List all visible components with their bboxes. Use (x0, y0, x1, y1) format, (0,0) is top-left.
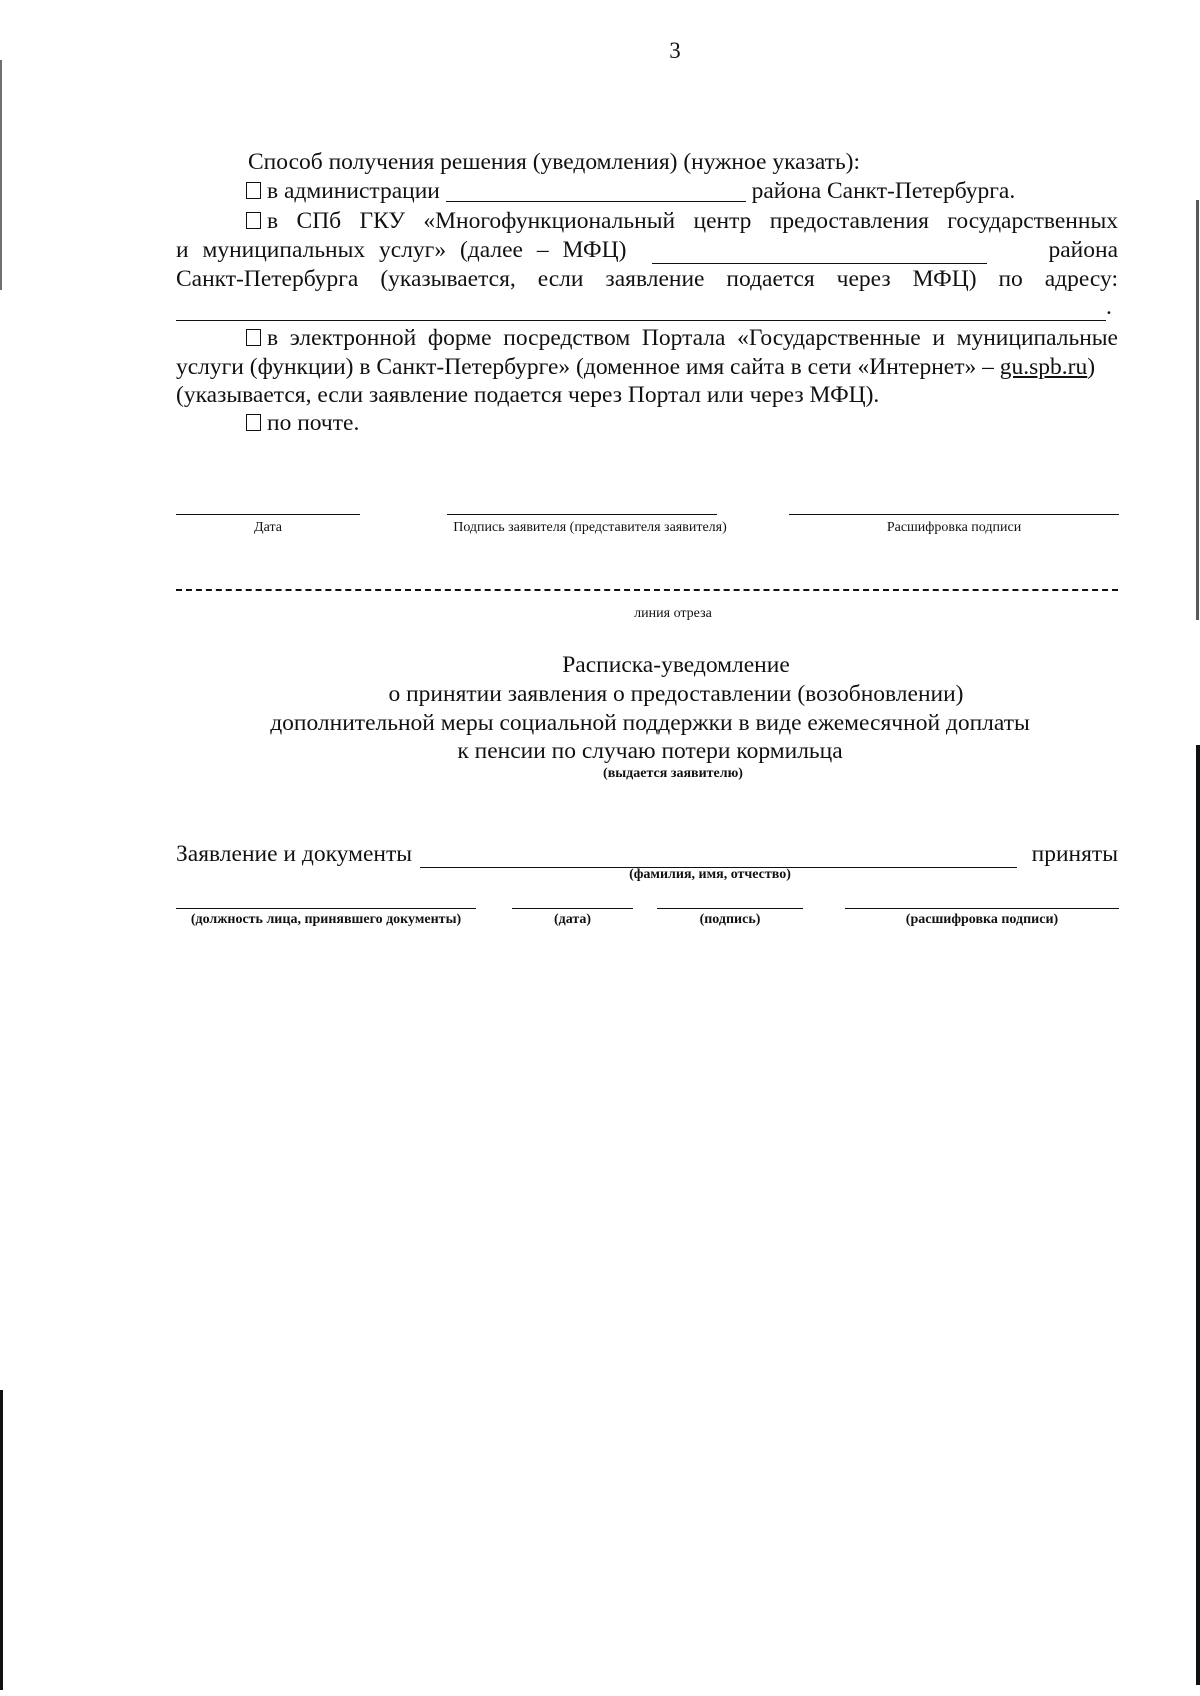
receipt-decode-line (845, 908, 1119, 909)
receipt-sign-caption: (подпись) (699, 912, 761, 927)
page-number: 3 (669, 38, 681, 63)
cut-line (176, 589, 1118, 591)
option-mfc-label: в СПб ГКУ «Многофункциональный центр предоставления государственных (267, 208, 1118, 234)
receipt-line1: о принятии заявления о предоставлении (возобновлении) (388, 681, 964, 707)
portal-link[interactable]: gu.spb.ru (999, 354, 1088, 380)
option-mfc-line2-left: и муниципальных услуг» (далее – МФЦ) (176, 237, 627, 263)
receipt-note: (выдается заявителю) (603, 766, 743, 781)
position-line (176, 908, 476, 909)
address-end: . (1106, 294, 1112, 320)
option-mfc-line1 (176, 207, 1118, 235)
option-mfc-line3: Санкт-Петербурга (указывается, если заявление подается через МФЦ) по адресу: (176, 266, 1118, 292)
accepted-suffix: приняты (1031, 841, 1118, 867)
receipt-line3: к пенсии по случаю потери кормильца (457, 738, 843, 764)
district-blank (446, 179, 746, 202)
position-caption: (должность лица, принявшего документы) (190, 912, 462, 927)
option-portal-line3: (указывается, если заявление подается через Портал или через МФЦ). (176, 382, 880, 408)
option-mfc-line2-right: района (1048, 237, 1118, 263)
decode-line (789, 514, 1119, 515)
option-mfc-line2 (176, 236, 1118, 264)
address-line (176, 293, 1118, 321)
checkbox-portal[interactable] (246, 329, 261, 346)
decode-caption: Расшифровка подписи (886, 520, 1022, 535)
address-blank (176, 298, 1106, 321)
receipt-sign-line (657, 908, 803, 909)
option-mail-label: по почте. (267, 410, 360, 436)
receipt-date-line (512, 908, 633, 909)
date-line (176, 514, 360, 515)
receipt-decode-caption: (расшифровка подписи) (905, 912, 1059, 927)
scan-edge-left-bottom (0, 1390, 3, 1690)
accepted-line (176, 840, 1118, 868)
mfc-district-blank (652, 241, 987, 264)
scan-edge-right-bottom (1196, 745, 1200, 1685)
accepted-prefix: Заявление и документы (176, 841, 413, 867)
signature-caption: Подпись заявителя (представителя заявителя) (453, 520, 727, 535)
scan-edge-left-top (0, 60, 2, 290)
checkbox-mfc[interactable] (246, 212, 261, 229)
option-portal-line2-suffix: ) (1087, 354, 1096, 380)
date-caption: Дата (254, 520, 282, 535)
fio-caption: (фамилия, имя, отчество) (629, 867, 791, 882)
method-heading: Способ получения решения (уведомления) (нужное указать): (248, 149, 861, 175)
scan-edge-right-top (1196, 200, 1199, 620)
fio-blank (420, 845, 1017, 868)
option-portal-line2-prefix: услуги (функции) в Санкт-Петербурге» (доменное имя сайта в сети «Интернет» – (176, 354, 994, 380)
option-administration-label: в администрации (267, 178, 440, 204)
option-portal-line1 (176, 324, 1118, 352)
cut-line-caption: линия отреза (634, 606, 712, 621)
option-mail (176, 409, 1118, 437)
option-portal-label: в электронной форме посредством Портала «Государственные и муниципальные (267, 325, 1118, 351)
option-administration-suffix: района Санкт-Петербурга. (751, 178, 1016, 204)
signature-line (447, 514, 717, 515)
checkbox-administration[interactable] (246, 182, 261, 199)
checkbox-mail[interactable] (246, 414, 261, 431)
option-administration (176, 177, 1118, 205)
receipt-line2: дополнительной меры социальной поддержки в виде ежемесячной доплаты (270, 710, 1030, 736)
receipt-date-caption: (дата) (553, 912, 592, 927)
option-portal-line2 (176, 353, 1118, 381)
receipt-title: Расписка-уведомление (562, 652, 790, 678)
